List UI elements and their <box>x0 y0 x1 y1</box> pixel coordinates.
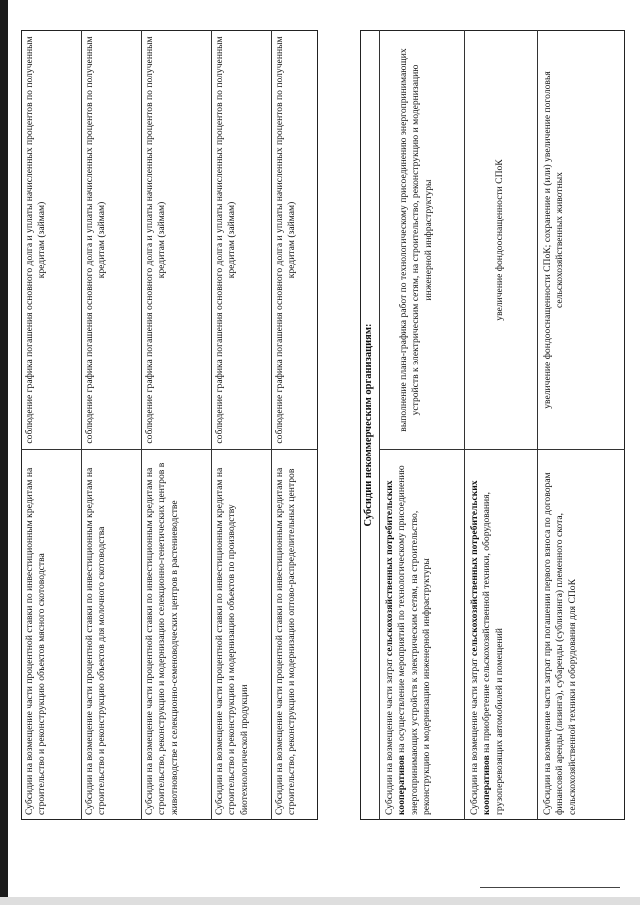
upper-row-4-condition: соблюдение графика погашения основного долга и уплаты начисленных процентов по полученным кредитам (займам) <box>214 36 238 444</box>
lower-row-1-description: Субсидии на возмещение части затрат сельскохозяйственных потребительских кооперативов на осуществление мероприятий по технологическому присоединению энергопринимающих устройств к электрическим сетям, на строительство, реконструкцию и модернизацию инженерной инфраструктуры <box>384 465 433 815</box>
upper-row-4-description: Субсидии на возмещение части процентной ставки по инвестиционным кредитам на строительство и реконструкцию и модернизацию объектов по производству биотехнологической продукции <box>214 467 250 815</box>
upper-table-row-divider <box>271 30 272 820</box>
lower-row-3-description: Субсидии на возмещение части затрат при погашении первого взноса по договорам финансовой аренды (лизинга), субаренды (сублизинга) племенного скота, сельскохозяйственной техники и оборудования для СПоК <box>542 472 578 815</box>
upper-table-row-divider <box>141 30 142 820</box>
upper-row-2-condition: соблюдение графика погашения основного долга и уплаты начисленных процентов по полученным кредитам (займам) <box>84 36 108 444</box>
upper-table-column-divider <box>21 449 318 450</box>
upper-row-1-condition: соблюдение графика погашения основного долга и уплаты начисленных процентов по полученным кредитам (займам) <box>24 36 48 444</box>
upper-table-row-divider <box>211 30 212 820</box>
upper-row-1-description: Субсидии на возмещение части процентной ставки по инвестиционным кредитам на строительство и реконструкцию объектов мясного скотоводства <box>24 467 48 815</box>
upper-row-5-condition: соблюдение графика погашения основного долга и уплаты начисленных процентов по полученным кредитам (займам) <box>274 36 298 444</box>
lower-row-3-condition: увеличение фондооснащенности СПоК; сохранение и (или) увеличение поголовья сельскохозяйственных животных <box>542 71 566 409</box>
upper-row-5-description: Субсидии на возмещение части процентной ставки по инвестиционным кредитам на строительство, реконструкцию и модернизацию оптово-распределительных центров <box>274 467 298 815</box>
lower-table-row-divider <box>464 30 465 820</box>
lower-table-column-divider <box>379 449 625 450</box>
upper-row-2-description: Субсидии на возмещение части процентной ставки по инвестиционным кредитам на строительство и реконструкцию объектов для молочного скотоводства <box>84 467 108 815</box>
upper-table-row-divider <box>81 30 82 820</box>
lower-table-row-divider <box>537 30 538 820</box>
lower-row-1-condition: выполнение плана-графика работ по технологическому присоединению энергопринимающих устройств к электрическим сетям, на строительство, реконструкцию и модернизацию инженерной инфраструктуры <box>398 48 434 432</box>
lower-row-2-condition: увеличение фондооснащенности СПоК <box>494 159 505 321</box>
upper-row-3-description: Субсидии на возмещение части процентной ставки по инвестиционным кредитам на строительство, реконструкцию и модернизацию селекционно-генетических центров в животноводстве и селекционно-семеноводческих центров в растениеводстве <box>144 462 180 815</box>
lower-table-heading: Субсидии некоммерческим организациям: <box>363 323 374 527</box>
lower-table-heading-divider <box>379 30 380 820</box>
upper-row-3-condition: соблюдение графика погашения основного долга и уплаты начисленных процентов по полученным кредитам (займам) <box>144 36 168 444</box>
lower-row-2-description: Субсидии на возмещение части затрат сельскохозяйственных потребительских кооперативов на приобретение сельскохозяйственной техники, оборудования, грузоперевозящих автомобилей и помещений <box>469 480 505 815</box>
